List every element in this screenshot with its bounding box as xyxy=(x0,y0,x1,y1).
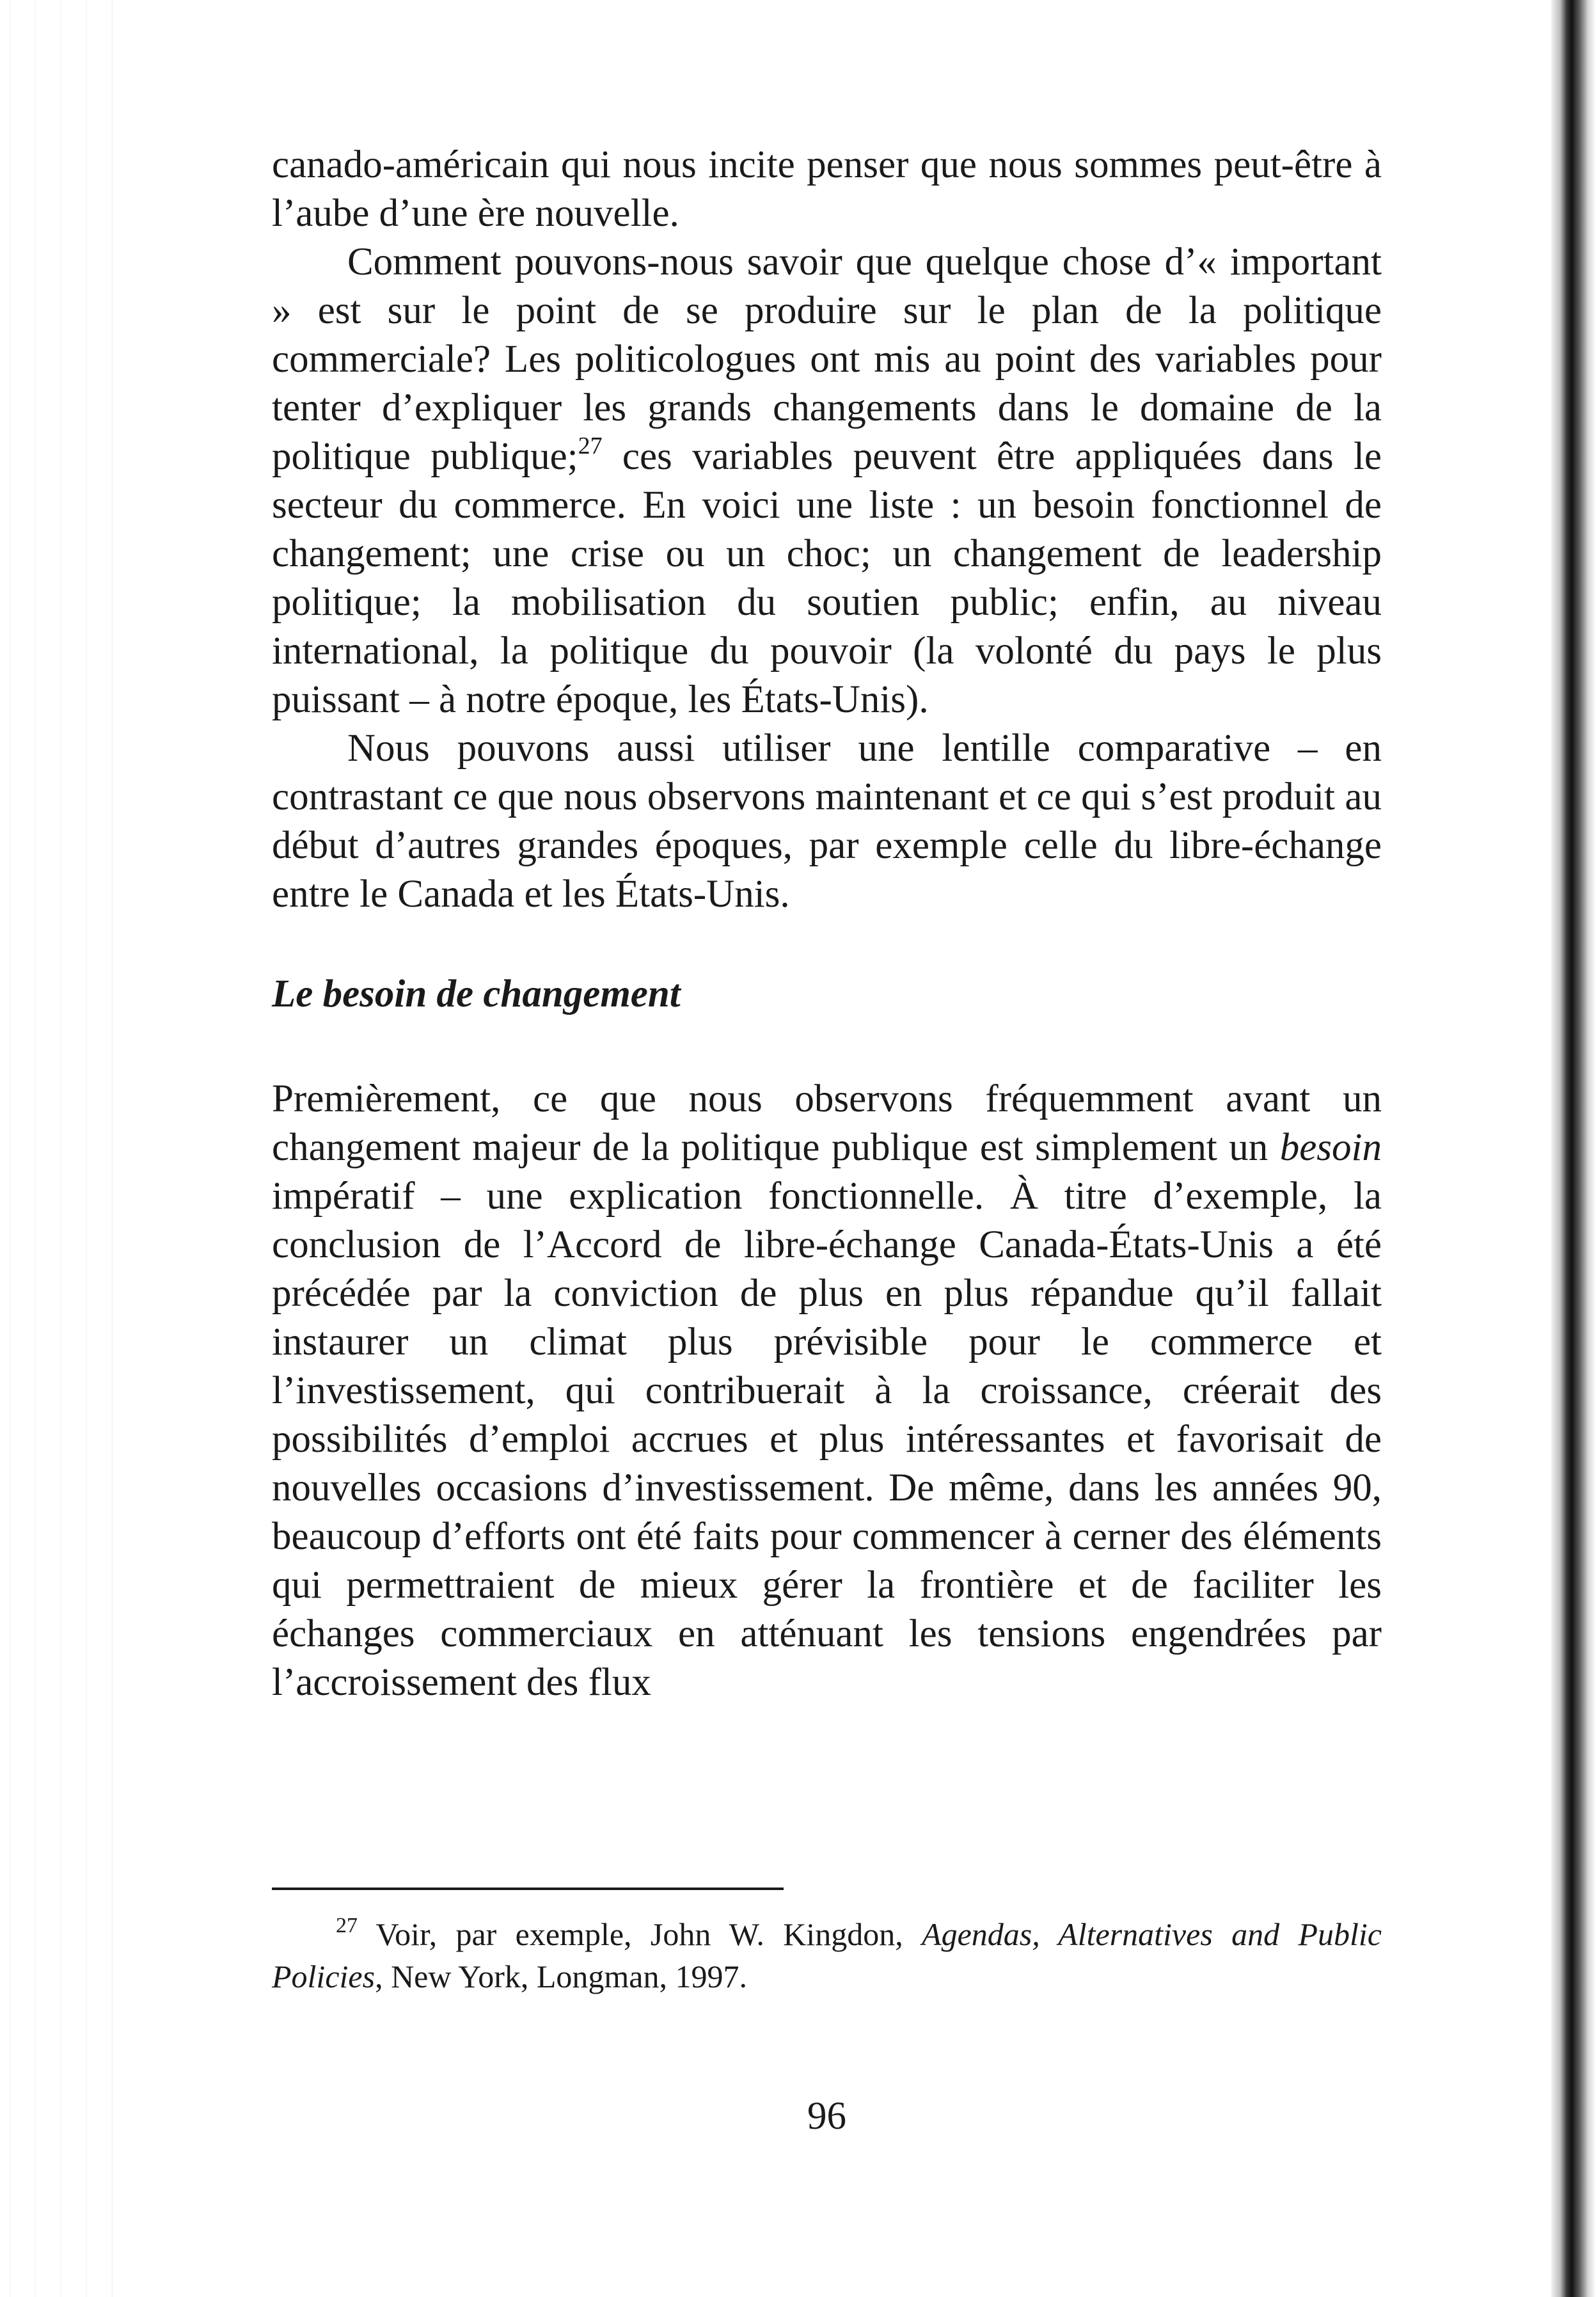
paragraph-policy-variables-text-start: Comment pouvons-nous savoir que quelque chose d’« important » est sur le point de se produire sur le plan de la politique commerciale? Les politicologues ont mis au point des variables pour tenter d’expliquer les grands changements dans le domaine de la politique publique; xyxy=(272,241,1382,478)
paragraph-policy-variables-text-end: ces variables peuvent être appliquées dans le secteur du commerce. En voici une liste : un besoin fonctionnel de changement; une crise ou un choc; un changement de leadership politique; la mobilisation du soutien public; enfin, au niveau international, la politique du pouvoir (la volonté du pays le plus puissant – à notre époque, les États-Unis). xyxy=(272,435,1382,721)
page-number: 96 xyxy=(807,2095,846,2138)
footnote-text-end: , New York, Longman, 1997. xyxy=(375,1959,747,1994)
paragraph-continuation xyxy=(272,141,1382,238)
footnote-text-start: Voir, par exemple, John W. Kingdon, xyxy=(358,1916,922,1952)
paragraph-continuation-text: canado-américain qui nous incite penser que nous sommes peut-être à l’aube d’une ère nouvelle. xyxy=(272,143,1382,235)
footnote-reference[interactable]: 27 xyxy=(578,433,603,459)
footnote-number: 27 xyxy=(336,1914,358,1937)
section-heading: Le besoin de changement xyxy=(272,973,681,1015)
scan-right-edge xyxy=(1551,0,1596,2297)
book-page xyxy=(272,141,1382,2252)
paragraph-need-for-change-text-start: Premièrement, ce que nous observons fréquemment avant un changement majeur de la politique publique est simplement un xyxy=(272,1077,1382,1169)
paragraph-need-for-change-text-end: impératif – une explication fonctionnelle. À titre d’exemple, la conclusion de l’Accord de libre-échange Canada-États-Unis a été précédée par la conviction de plus en plus répandue qu’il fallait instaurer un climat plus prévisible pour le commerce et l’investissement, qui contribuerait à la croissance, créerait des possibilités d’emploi accrues et plus intéressantes et favorisait de nouvelles occasions d’investissement. De même, dans les années 90, beaucoup d’efforts ont été faits pour commencer à cerner des éléments qui permettraient de mieux gérer la frontière et de faciliter les échanges commerciaux en atténuant les tensions engendrées par l’accroissement des flux xyxy=(272,1175,1382,1704)
footnote-27 xyxy=(272,1913,1382,1998)
footnote-separator xyxy=(272,1888,784,1890)
scan-left-edge xyxy=(0,0,128,2297)
paragraph-policy-variables xyxy=(272,238,1382,724)
paragraph-need-for-change xyxy=(272,1075,1382,1707)
paragraph-comparative-lens-text: Nous pouvons aussi utiliser une lentille comparative – en contrastant ce que nous observons maintenant et ce qui s’est produit au début d’autres grandes époques, par exemple celle du libre-échange entre le Canada et les États-Unis. xyxy=(272,727,1382,916)
emphasis-besoin: besoin xyxy=(1279,1126,1382,1169)
footnote-book-title: Agendas, Alternatives and Public Policies xyxy=(272,1916,1382,1994)
paragraph-comparative-lens xyxy=(272,724,1382,919)
